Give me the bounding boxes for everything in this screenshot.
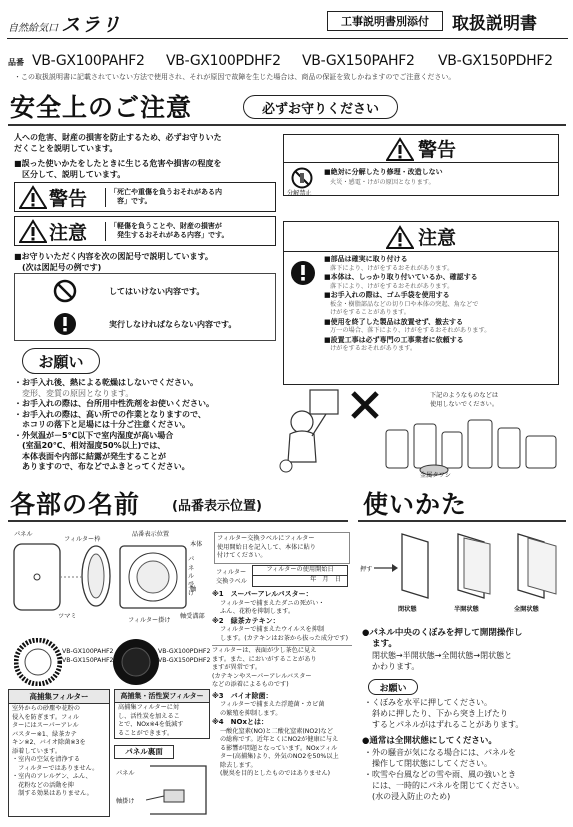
footnotes: ※1 スーパーアレルバスター： フィルターで捕まえたダニの死がい・ ふん、花粉を抑制します。 ※2 緑茶カテキン： フィルターで捕まえたウイルスを抑制 します。(カテキンはお茶から抜った成分です) フィルターは、表面が少し茶色に見え ます。また、においがすることがあり ますが異常です。 (カテキンやスーパーアレルバスター などの添着によるものです) ※3 バイオ除菌： フィルターで捕まえた浮遊菌・カビ菌 の繁殖を抑制します。 ※4 NOxとは： 一酸化窒素(NO)と二酸化窒素(NO2)など の総称です。近年とくにNO2が健康に与え る影響が問題となっています。NOxフィル ター(高捕集)より、外気のNO2を50%以上 除去します。 (脱臭を目的としたものではありません) bbox=[212, 590, 352, 779]
no-disassemble-icon bbox=[291, 167, 313, 189]
exploded-view-illustration bbox=[10, 540, 190, 618]
parts-title: 各部の名前 bbox=[10, 490, 141, 519]
warning-panel-title: 警告 bbox=[417, 139, 456, 161]
filter-d-title: 高捕集・活性炭フィルター bbox=[115, 690, 209, 703]
safety-rule1: ■誤った使いかたをしたときに生じる危害や損害の程度を 区分して、説明しています。 bbox=[14, 159, 222, 179]
caution-panel-triangle-icon bbox=[386, 225, 414, 249]
filter-d-models: VB-GX100PDHF2 VB-GX150PDHF2 bbox=[158, 648, 211, 664]
usage-request-title: お願い bbox=[368, 679, 418, 695]
label-panel-recv: パネル受け bbox=[188, 556, 195, 597]
label-model-pos: 品番表示位置 bbox=[132, 531, 170, 538]
filter-a-box bbox=[8, 689, 110, 817]
sticker-note: フィルター交換ラベルにフィルター 使用開始日を記入して、本体に貼り 付けてください。 bbox=[214, 532, 350, 564]
panel-back-title: パネル裏面 bbox=[114, 745, 174, 759]
must-icon bbox=[53, 312, 77, 336]
caution-desc: 「軽傷を負うことや、財産の損害が 発生するおそれがある内容」です。 bbox=[105, 222, 228, 241]
caution-panel-header bbox=[284, 222, 558, 252]
sticker-date: 年 月 日 bbox=[310, 575, 341, 583]
prohibit-icon bbox=[53, 279, 77, 303]
cross-mark-icon bbox=[350, 390, 380, 420]
warning-legend bbox=[14, 182, 276, 212]
chem-label: 金属タワシ bbox=[420, 472, 451, 479]
safety-pill: 必ずお守りください bbox=[243, 95, 398, 119]
state-full: 全開状態 bbox=[514, 606, 539, 613]
safety-rule2: ■お守りいただく内容を次の図記号で説明しています。 (次は図記号の例です) bbox=[14, 252, 213, 272]
request-lines: ・お手入れ後、熱による乾燥はしないでください。 変形、変質の原因となります。 ・お手入れの際は、台所用中性洗剤をお使いください。 ・お手入れの際は、高い所での作業となりますので、 ホコリの落下と足場には十分ご注意ください。 ・外気温が－5℃以下で室内湿度が高い場合 (室温20℃、相対湿度50%以上)では、 本体表面や内部に結露が発生することが ありますので、布などでふきとってください。 bbox=[14, 378, 214, 471]
model-1: VB-GX100PAHF2 bbox=[32, 53, 145, 69]
warning-panel-triangle-icon bbox=[386, 137, 414, 161]
caution-triangle-icon bbox=[19, 219, 47, 243]
label-panel: パネル bbox=[14, 531, 33, 538]
label-shaft: 軸 bbox=[190, 586, 197, 593]
panel-back-hook-label: 軸掛け bbox=[116, 798, 135, 805]
chem-note: 下記のようなものなどは 使用しないでください。 bbox=[430, 392, 499, 408]
brand-prefix: 自然給気口 bbox=[8, 23, 58, 34]
usage-normal: ●通常は全開状態にしてください。 bbox=[362, 736, 497, 746]
state-closed: 閉状態 bbox=[398, 606, 417, 613]
label-shaft-guide: 軸受溝部 bbox=[180, 613, 205, 620]
symbol-prohibit-text: してはいけない内容です。 bbox=[109, 287, 205, 296]
no-disassemble-label: 分解禁止 bbox=[287, 190, 312, 197]
filter-d-text: 高捕集フィルターに対 し、活性炭を加えるこ とで、NOx※4を低減す ることができます。 bbox=[118, 704, 184, 737]
doc-title: 取扱説明書 bbox=[452, 14, 537, 34]
filter-a-models: VB-GX100PAHF2 VB-GX150PAHF2 bbox=[62, 648, 114, 664]
sticker-head: フィルターの使用開始日 bbox=[253, 566, 347, 576]
model-3: VB-GX150PAHF2 bbox=[302, 53, 415, 69]
usage-request: ・くぼみを水平に押してください。 斜めに押したり、下から突き上げたり するとパネルがはずれることがあります。 bbox=[364, 698, 524, 729]
caution-panel-title: 注意 bbox=[417, 227, 456, 249]
safety-bar bbox=[8, 124, 566, 126]
filter-d-box bbox=[114, 689, 210, 739]
sticker bbox=[252, 565, 348, 587]
parts-bar bbox=[8, 520, 348, 522]
usage-title: 使いかた bbox=[363, 490, 468, 519]
filter-d-icon bbox=[112, 638, 160, 686]
warning-item-sub: 火災・感電・けがの原因となります。 bbox=[330, 179, 435, 186]
filter-a-title: 高捕集フィルター bbox=[9, 690, 109, 704]
label-filter-hook: フィルター掛け bbox=[128, 617, 171, 624]
usage-bar bbox=[358, 520, 566, 522]
warning-panel-header bbox=[284, 135, 558, 163]
usage-main: ●パネル中央のくぼみを押して開閉操作し ます。 閉状態→半開状態→全開状態→閉状態と かわります。 bbox=[362, 628, 523, 671]
filter-a-icon bbox=[14, 638, 62, 686]
request-title: お願い bbox=[22, 348, 100, 374]
usage-states-illustration bbox=[372, 528, 564, 604]
caution-word: 注意 bbox=[49, 221, 88, 244]
caution-legend bbox=[14, 216, 276, 246]
panel-back-panel-label: パネル bbox=[116, 770, 135, 777]
parts-subtitle: (品番表示位置) bbox=[172, 499, 262, 514]
brand-name: スラリ bbox=[61, 14, 122, 36]
panel-back-illustration bbox=[146, 762, 210, 818]
safety-title: 安全上のご注意 bbox=[10, 93, 193, 122]
caution-items: ■部品は確実に取り付ける 落下により、けがをするおそれがあります。 ■本体は、しっかり取り付いているか、確認する 落下により、けがをするおそれがあります。 ■お手入れの際は、ゴム手袋を使用する 板金・樹脂部品などの切り口や本体の突起、角などで けがをすることがあります。 ■使用を終了した製品は放置せず、撤去する 万一の場合、落下により、けがをするおそれがあります。 ■設置工事は必ず専門の工事業者に依頼する けがをするおそれがあります。 bbox=[324, 255, 491, 352]
doc-tag: 工事説明書別添付 bbox=[327, 11, 443, 31]
push-label: 押す bbox=[360, 566, 373, 573]
chemicals-illustration bbox=[382, 410, 564, 480]
brand bbox=[8, 10, 121, 37]
model-2: VB-GX100PDHF2 bbox=[166, 53, 281, 69]
usage-normal-lines: ・外の騒音が気になる場合には、パネルを 操作して閉状態にしてください。 ・吹雪や台風などの雪や雨、風の強いとき には、一時的にパネルを閉じてください。 (水の浸入防止のため) bbox=[364, 748, 524, 801]
warning-triangle-icon bbox=[19, 185, 47, 209]
warning-word: 警告 bbox=[49, 187, 88, 210]
safety-intro: 人への危害、財産の損害を防止するため、必ずお守りいた だくことを説明しています。 bbox=[14, 133, 222, 153]
state-half: 半開状態 bbox=[454, 606, 479, 613]
warning-panel bbox=[283, 134, 559, 196]
label-filter-frame: フィルター枠 bbox=[64, 536, 101, 543]
models-label: 品番 bbox=[8, 58, 24, 67]
sticker-label: フィルター交換ラベル bbox=[216, 569, 247, 585]
notice: ・この取扱説明書に記載されていない方法で使用され、それが原因で故障を生じた場合は、商品の保証を致しかねますのでご注意ください。 bbox=[14, 73, 456, 81]
caution-panel bbox=[283, 221, 559, 385]
label-body: 本体 bbox=[190, 541, 203, 548]
header-rule bbox=[7, 38, 568, 39]
symbol-examples bbox=[14, 273, 276, 341]
warning-item: ■絶対に分解したり修理・改造しない bbox=[324, 168, 443, 176]
caution-must-icon bbox=[290, 260, 316, 286]
symbol-must-text: 実行しなければならない内容です。 bbox=[109, 320, 237, 329]
label-knob: ツマミ bbox=[58, 613, 77, 620]
model-4: VB-GX150PDHF2 bbox=[438, 53, 553, 69]
warning-desc: 「死亡や重傷を負うおそれがある内 容」です。 bbox=[105, 188, 222, 207]
filter-a-text: 室外からの砂塵や花粉の 侵入を防ぎます。フィル ターにはスーパーアレル バスター※1、緑茶カテ キン※2、バイオ除菌※3を 添着しています。 ・室内の空気を清浄する フィルターではありません。 ・室内のアレルゲン、ふん、 花粉などの活動を抑 制する効果はありません。 bbox=[12, 705, 99, 797]
